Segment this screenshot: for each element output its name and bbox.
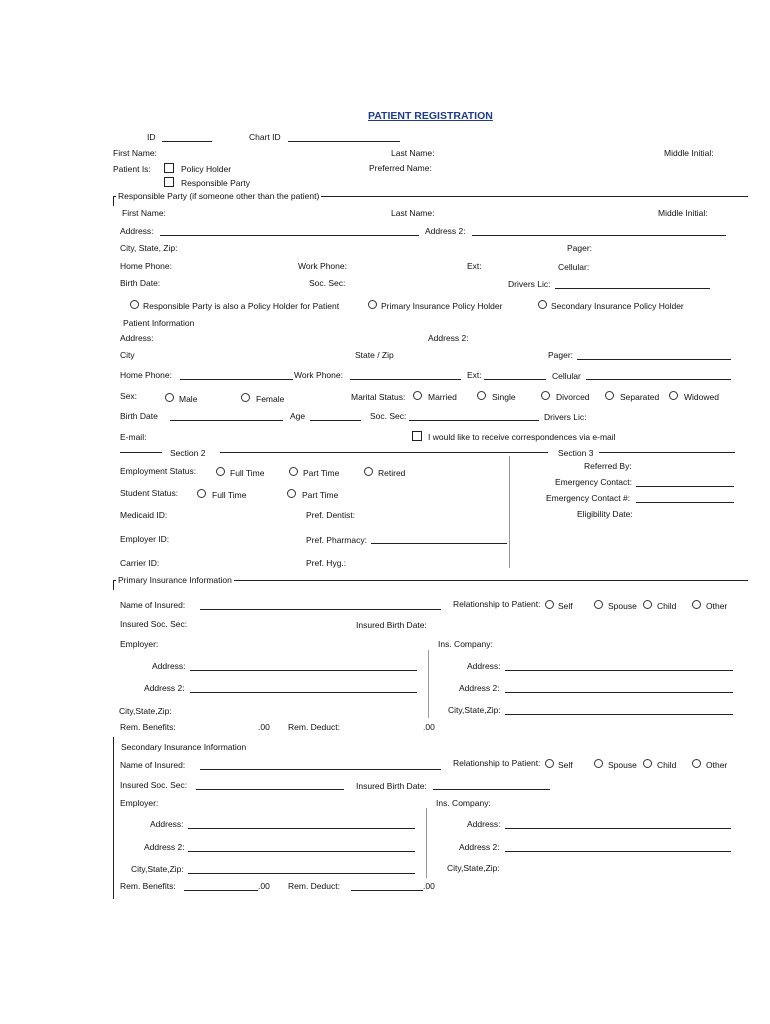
responsible-party-label: Responsible Party — [181, 178, 250, 188]
pri-city-r-field[interactable] — [505, 714, 733, 715]
pri-name-label: Name of Insured: — [120, 600, 186, 610]
responsible-legend: Responsible Party (if someone other than the patient) — [118, 191, 320, 201]
pt-birth-date-field[interactable] — [170, 420, 283, 421]
sec-soc-sec-label: Insured Soc. Sec: — [120, 780, 188, 790]
section-divider — [509, 456, 510, 568]
pref-dentist-label: Pref. Dentist: — [306, 510, 356, 520]
rp-middle-initial-label: Middle Initial: — [658, 208, 708, 218]
pref-hyg-label: Pref. Hyg.: — [306, 558, 347, 568]
pri-birth-date-label: Insured Birth Date: — [356, 620, 427, 630]
pt-single-radio[interactable] — [477, 391, 486, 400]
chart-id-field[interactable] — [288, 141, 400, 142]
rp-also-policy-holder-radio[interactable] — [130, 300, 139, 309]
sec-benefits-value: .00 — [258, 881, 270, 891]
emergency-contact-label: Emergency Contact: — [555, 477, 633, 487]
stu-part-time-radio[interactable] — [287, 489, 296, 498]
primary-legend: Primary Insurance Information — [118, 575, 232, 585]
student-label: Student Status: — [120, 488, 179, 498]
sec-city-r-label: City,State,Zip: — [447, 863, 500, 873]
rp-home-phone-label: Home Phone: — [120, 261, 172, 271]
sec-soc-sec-field[interactable] — [196, 789, 344, 790]
policy-holder-label: Policy Holder — [181, 164, 232, 174]
pt-city-label: City — [120, 350, 135, 360]
carrier-id-label: Carrier ID: — [120, 558, 160, 568]
sec-name-label: Name of Insured: — [120, 760, 186, 770]
pt-home-phone-field[interactable] — [180, 379, 293, 380]
pt-divorced-label: Divorced — [556, 392, 590, 402]
pt-widowed-radio[interactable] — [669, 391, 678, 400]
sec-rem-deduct-field[interactable] — [351, 890, 423, 891]
pt-sex-label: Sex: — [120, 391, 138, 401]
sec-city-field[interactable] — [188, 873, 415, 874]
pt-soc-sec-label: Soc. Sec: — [370, 411, 407, 421]
last-name-label: Last Name: — [391, 148, 435, 158]
referred-by-label: Referred By: — [584, 461, 632, 471]
pt-female-radio[interactable] — [241, 393, 250, 402]
pri-rem-deduct-label: Rem. Deduct: — [288, 722, 340, 732]
rp-ext-label: Ext: — [467, 261, 482, 271]
sec-address-field[interactable] — [188, 828, 415, 829]
pri-address2-r-label: Address 2: — [459, 683, 500, 693]
emp-full-time-radio[interactable] — [216, 467, 225, 476]
pri-address-label: Address: — [152, 661, 186, 671]
rp-address2-label: Address 2: — [425, 226, 466, 236]
sec-self-radio[interactable] — [545, 759, 554, 768]
emp-retired-radio[interactable] — [364, 467, 373, 476]
pt-ext-field[interactable] — [484, 379, 546, 380]
sec-birth-date-field[interactable] — [433, 789, 550, 790]
stu-full-time-radio[interactable] — [197, 489, 206, 498]
pt-divorced-radio[interactable] — [541, 391, 550, 400]
pt-address-label: Address: — [120, 333, 154, 343]
pt-home-phone-label: Home Phone: — [120, 370, 172, 380]
employment-label: Employment Status: — [120, 466, 197, 476]
rp-address-field[interactable] — [160, 235, 419, 236]
section2-legend: Section 2 — [170, 448, 206, 458]
pt-ext-label: Ext: — [467, 370, 482, 380]
emp-part-time-radio[interactable] — [289, 467, 298, 476]
emergency-contact-num-field[interactable] — [636, 502, 734, 503]
sec-deduct-value: .00 — [423, 881, 435, 891]
sec-child-label: Child — [657, 760, 677, 770]
pri-self-label: Self — [558, 601, 573, 611]
emergency-contact-num-label: Emergency Contact #: — [546, 493, 631, 503]
eligibility-label: Eligibility Date: — [577, 509, 633, 519]
emp-full-time-label: Full Time — [230, 468, 265, 478]
pt-separated-radio[interactable] — [605, 391, 614, 400]
rp-secondary-holder-radio[interactable] — [538, 300, 547, 309]
pt-work-phone-label: Work Phone: — [294, 370, 343, 380]
rp-cellular-label: Cellular: — [558, 262, 590, 272]
pt-pager-label: Pager: — [548, 350, 574, 360]
pt-marital-label: Marital Status: — [351, 392, 406, 402]
pri-name-field[interactable] — [200, 609, 441, 610]
pri-address2-r-field[interactable] — [505, 692, 733, 693]
pt-age-field[interactable] — [310, 420, 361, 421]
rp-address-label: Address: — [120, 226, 154, 236]
sec-address2-label: Address 2: — [144, 842, 185, 852]
pri-address-r-field[interactable] — [505, 670, 733, 671]
pt-married-radio[interactable] — [413, 391, 422, 400]
sec-employer-label: Employer: — [120, 798, 159, 808]
pt-separated-label: Separated — [620, 392, 660, 402]
pri-address-field[interactable] — [190, 670, 417, 671]
pt-cellular-field[interactable] — [586, 379, 731, 380]
emergency-contact-field[interactable] — [636, 486, 734, 487]
sec-address2-field[interactable] — [188, 851, 415, 852]
sec-child-radio[interactable] — [643, 759, 652, 768]
pri-benefits-value: .00 — [258, 722, 270, 732]
secondary-legend: Secondary Insurance Information — [121, 742, 247, 752]
pri-other-label: Other — [706, 601, 728, 611]
sec-address-label: Address: — [150, 819, 184, 829]
rp-soc-sec-label: Soc. Sec: — [309, 278, 346, 288]
rp-first-name-label: First Name: — [122, 208, 166, 218]
stu-part-time-label: Part Time — [302, 490, 339, 500]
emp-retired-label: Retired — [378, 468, 406, 478]
chart-id-label: Chart ID — [249, 132, 281, 142]
id-field[interactable] — [162, 141, 212, 142]
pri-city-r-label: City,State,Zip: — [448, 705, 501, 715]
rp-primary-holder-label: Primary Insurance Policy Holder — [381, 301, 503, 311]
pt-male-radio[interactable] — [165, 393, 174, 402]
rp-city-label: City, State, Zip: — [120, 243, 178, 253]
pt-age-label: Age — [290, 411, 306, 421]
rp-pager-label: Pager: — [567, 243, 593, 253]
pri-rem-benefits-label: Rem. Benefits: — [120, 722, 176, 732]
patient-is-label: Patient Is: — [113, 164, 151, 174]
sec-birth-date-label: Insured Birth Date: — [356, 781, 427, 791]
rp-last-name-label: Last Name: — [391, 208, 435, 218]
pt-soc-sec-field[interactable] — [409, 420, 539, 421]
sec-rem-benefits-field[interactable] — [184, 890, 258, 891]
pref-pharmacy-label: Pref. Pharmacy: — [306, 535, 367, 545]
sec-rem-deduct-label: Rem. Deduct: — [288, 881, 340, 891]
middle-initial-label: Middle Initial: — [664, 148, 714, 158]
stu-full-time-label: Full Time — [212, 490, 247, 500]
sec-spouse-radio[interactable] — [594, 759, 603, 768]
first-name-label: First Name: — [113, 148, 157, 158]
pri-city-label: City,State,Zip: — [119, 706, 172, 716]
pri-spouse-label: Spouse — [608, 601, 637, 611]
sec-address-r-label: Address: — [467, 819, 501, 829]
sec-address2-r-field[interactable] — [505, 851, 731, 852]
rp-secondary-holder-label: Secondary Insurance Policy Holder — [551, 301, 684, 311]
pt-address2-label: Address 2: — [428, 333, 469, 343]
rp-address2-field[interactable] — [472, 235, 726, 236]
pri-address2-label: Address 2: — [144, 683, 185, 693]
rp-drivers-lic-label: Drivers Lic: — [508, 279, 551, 289]
pri-address2-field[interactable] — [190, 692, 417, 693]
medicaid-label: Medicaid ID: — [120, 510, 168, 520]
pref-pharmacy-field[interactable] — [371, 543, 507, 544]
pri-employer-label: Employer: — [120, 639, 159, 649]
pri-deduct-value: .00 — [423, 722, 435, 732]
pt-male-label: Male — [179, 394, 198, 404]
pt-work-phone-field[interactable] — [350, 379, 461, 380]
rp-birth-date-label: Birth Date: — [120, 278, 161, 288]
pri-ins-company-label: Ins. Company: — [438, 639, 493, 649]
sec-ins-company-label: Ins. Company: — [436, 798, 491, 808]
pt-widowed-label: Widowed — [684, 392, 719, 402]
pt-email-opt-label: I would like to receive correspondences via e-mail — [428, 432, 616, 442]
pt-email-label: E-mail: — [120, 432, 147, 442]
sec-other-radio[interactable] — [692, 759, 701, 768]
rp-primary-holder-radio[interactable] — [368, 300, 377, 309]
pt-single-label: Single — [492, 392, 516, 402]
pt-birth-date-label: Birth Date — [120, 411, 158, 421]
pri-spouse-radio[interactable] — [594, 600, 603, 609]
pri-child-radio[interactable] — [643, 600, 652, 609]
preferred-name-label: Preferred Name: — [369, 163, 432, 173]
pri-address-r-label: Address: — [467, 661, 501, 671]
pt-married-label: Married — [428, 392, 457, 402]
pt-drivers-lic-label: Drivers Lic: — [544, 412, 587, 422]
sec-other-label: Other — [706, 760, 728, 770]
sec-self-label: Self — [558, 760, 573, 770]
page-title: PATIENT REGISTRATION — [368, 110, 493, 122]
pri-relationship-label: Relationship to Patient: — [453, 599, 541, 609]
pri-self-radio[interactable] — [545, 600, 554, 609]
pt-pager-field[interactable] — [577, 359, 731, 360]
sec-address-r-field[interactable] — [505, 828, 731, 829]
id-label: ID — [147, 132, 156, 142]
emp-part-time-label: Part Time — [303, 468, 340, 478]
section3-legend: Section 3 — [558, 448, 594, 458]
pt-email-checkbox[interactable] — [412, 431, 422, 441]
sec-city-label: City,State,Zip: — [131, 864, 184, 874]
pri-other-radio[interactable] — [692, 600, 701, 609]
employer-id-label: Employer ID: — [120, 534, 170, 544]
sec-name-field[interactable] — [200, 769, 441, 770]
responsible-party-checkbox[interactable] — [164, 177, 174, 187]
sec-address2-r-label: Address 2: — [459, 842, 500, 852]
policy-holder-checkbox[interactable] — [164, 163, 174, 173]
rp-work-phone-label: Work Phone: — [298, 261, 347, 271]
pt-female-label: Female — [256, 394, 285, 404]
rp-drivers-lic-field[interactable] — [555, 288, 710, 289]
sec-relationship-label: Relationship to Patient: — [453, 758, 541, 768]
rp-also-policy-holder-label: Responsible Party is also a Policy Holder for Patient — [143, 301, 340, 311]
pri-soc-sec-label: Insured Soc. Sec: — [120, 619, 188, 629]
sec-spouse-label: Spouse — [608, 760, 637, 770]
pt-cellular-label: Cellular — [552, 371, 581, 381]
patient-legend: Patient Information — [123, 318, 195, 328]
sec-rem-benefits-label: Rem. Benefits: — [120, 881, 176, 891]
pt-state-zip-label: State / Zip — [355, 350, 394, 360]
pri-child-label: Child — [657, 601, 677, 611]
